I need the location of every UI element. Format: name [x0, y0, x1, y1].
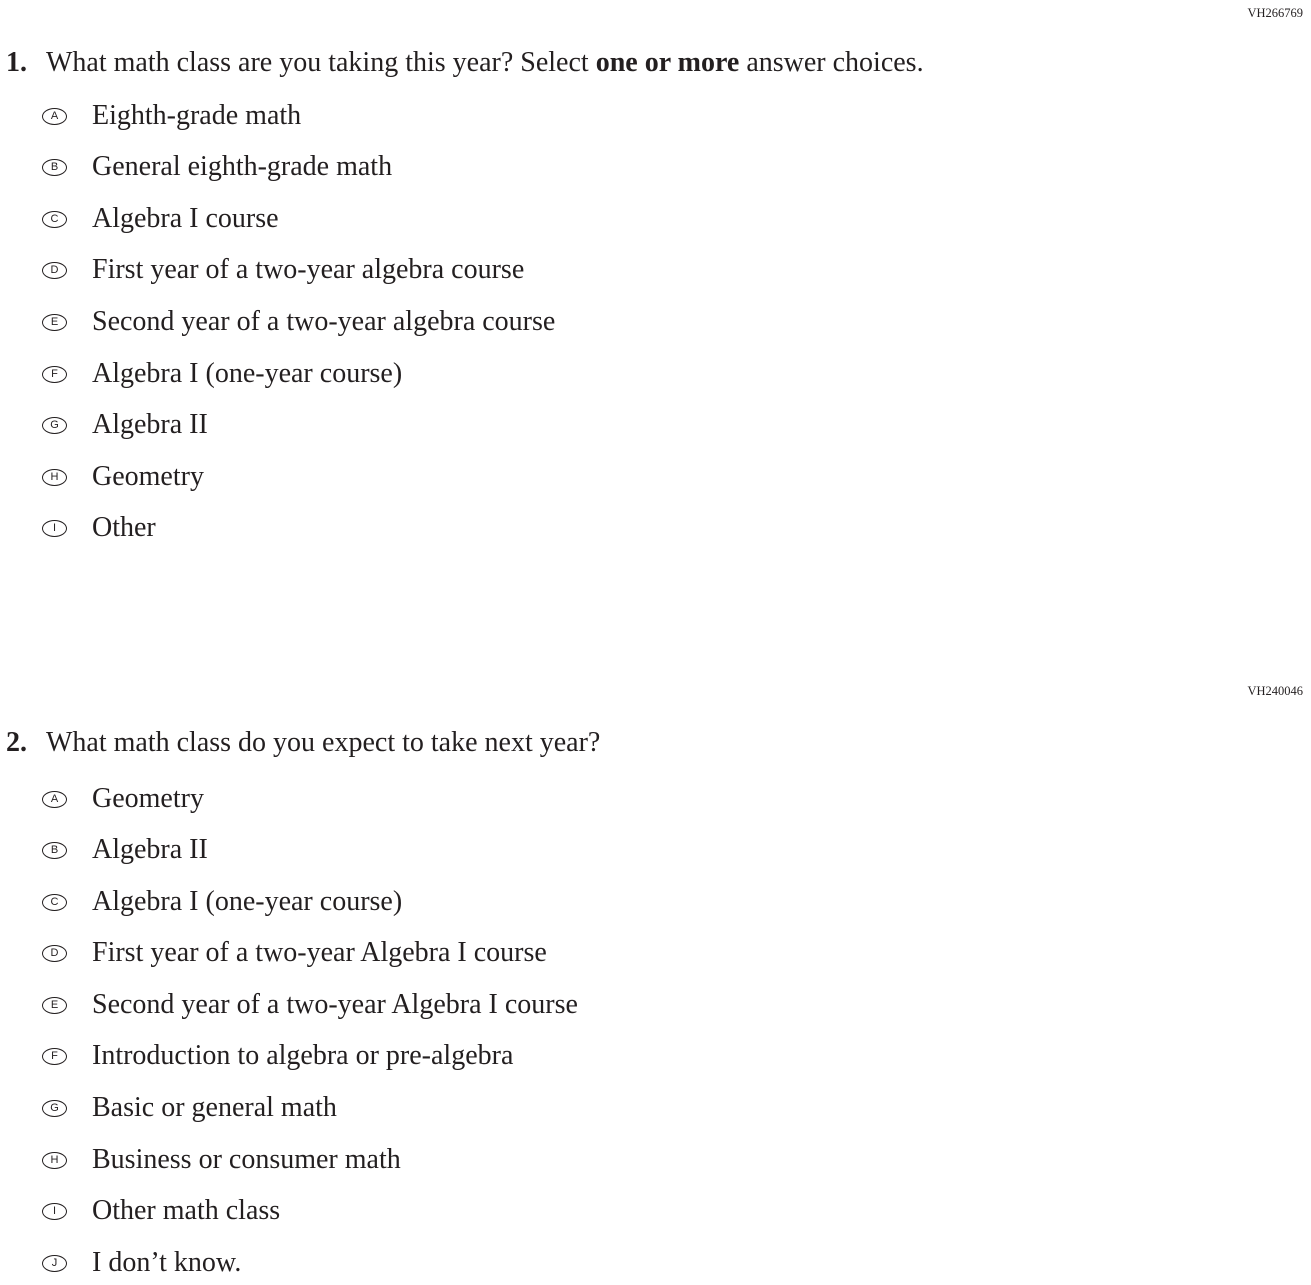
- item-id-q1: VH266769: [1247, 6, 1303, 20]
- question-stem: [6, 729, 600, 757]
- stem-emphasis: one or more: [595, 47, 740, 78]
- answer-bubble-b[interactable]: B: [42, 842, 67, 859]
- choice-label: Business or consumer math: [92, 1144, 401, 1175]
- choice-label: Geometry: [92, 461, 204, 492]
- choice-c[interactable]: [42, 202, 279, 236]
- choice-e[interactable]: [42, 305, 555, 339]
- stem-text: What math class do you expect to take next year?: [46, 727, 601, 758]
- choice-a[interactable]: [42, 99, 301, 133]
- answer-bubble-f[interactable]: F: [42, 366, 67, 383]
- choice-g[interactable]: [42, 408, 208, 442]
- choice-label: Algebra I (one-year course): [92, 358, 403, 389]
- answer-bubble-h[interactable]: H: [42, 469, 67, 486]
- choice-c[interactable]: [42, 885, 402, 919]
- choice-g[interactable]: [42, 1091, 337, 1125]
- choice-h[interactable]: [42, 1143, 401, 1177]
- answer-bubble-i[interactable]: I: [42, 1203, 67, 1220]
- question-stem: [6, 49, 924, 77]
- choice-label: First year of a two-year algebra course: [92, 254, 525, 285]
- choice-label: First year of a two-year Algebra I course: [92, 937, 547, 968]
- answer-bubble-g[interactable]: G: [42, 417, 67, 434]
- answer-bubble-d[interactable]: D: [42, 945, 67, 962]
- choice-b[interactable]: [42, 150, 392, 184]
- answer-bubble-a[interactable]: A: [42, 791, 67, 808]
- answer-bubble-b[interactable]: B: [42, 159, 67, 176]
- choice-d[interactable]: [42, 936, 547, 970]
- choice-i[interactable]: [42, 1194, 280, 1228]
- choice-a[interactable]: [42, 782, 204, 816]
- choice-f[interactable]: [42, 1039, 513, 1073]
- answer-bubble-g[interactable]: G: [42, 1100, 67, 1117]
- choice-label: Algebra II: [92, 409, 208, 440]
- answer-bubble-c[interactable]: C: [42, 211, 67, 228]
- answer-bubble-h[interactable]: H: [42, 1152, 67, 1169]
- stem-text: What math class are you taking this year? Select: [46, 47, 596, 78]
- choice-j[interactable]: [42, 1246, 241, 1280]
- question-number: 2.: [6, 727, 27, 758]
- choice-label: Other: [92, 512, 156, 543]
- choice-i[interactable]: [42, 511, 156, 545]
- answer-bubble-c[interactable]: C: [42, 894, 67, 911]
- item-id-q2: VH240046: [1247, 684, 1303, 698]
- answer-bubble-d[interactable]: D: [42, 262, 67, 279]
- choice-f[interactable]: [42, 357, 402, 391]
- stem-text-end: answer choices.: [739, 47, 924, 78]
- answer-bubble-i[interactable]: I: [42, 520, 67, 537]
- choice-label: Introduction to algebra or pre-algebra: [92, 1040, 514, 1071]
- choice-label: Algebra II: [92, 834, 208, 865]
- answer-bubble-f[interactable]: F: [42, 1048, 67, 1065]
- choice-e[interactable]: [42, 988, 578, 1022]
- answer-bubble-a[interactable]: A: [42, 108, 67, 125]
- choice-h[interactable]: [42, 460, 204, 494]
- choice-label: Geometry: [92, 783, 204, 814]
- choice-label: General eighth-grade math: [92, 151, 393, 182]
- answer-bubble-j[interactable]: J: [42, 1255, 67, 1272]
- choice-label: Second year of a two-year Algebra I course: [92, 989, 578, 1020]
- choice-label: Other math class: [92, 1195, 281, 1226]
- choice-label: Algebra I course: [92, 203, 279, 234]
- choice-label: Second year of a two-year algebra course: [92, 306, 556, 337]
- answer-bubble-e[interactable]: E: [42, 997, 67, 1014]
- choice-label: I don’t know.: [92, 1247, 242, 1278]
- choice-label: Eighth-grade math: [92, 100, 302, 131]
- choice-label: Basic or general math: [92, 1092, 337, 1123]
- choice-b[interactable]: [42, 833, 208, 867]
- answer-bubble-e[interactable]: E: [42, 314, 67, 331]
- choice-d[interactable]: [42, 253, 524, 287]
- choice-label: Algebra I (one-year course): [92, 886, 403, 917]
- question-number: 1.: [6, 47, 27, 78]
